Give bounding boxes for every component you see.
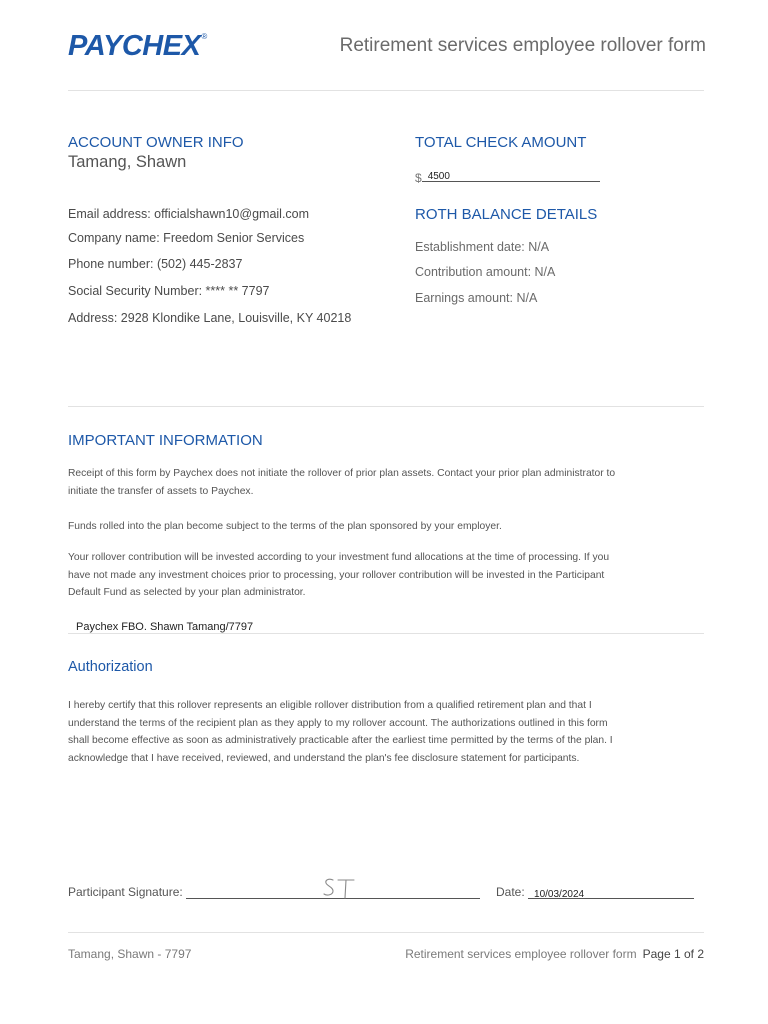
payable-to-text: Paychex FBO. Shawn Tamang/7797 (76, 621, 254, 633)
roth-establishment-date: Establishment date: N/A (415, 240, 550, 254)
document-title: Retirement services employee rollover form (339, 35, 706, 56)
footer-divider (68, 932, 704, 933)
signature-row (68, 885, 480, 899)
check-amount-row (415, 168, 600, 185)
logo-wordmark: PAYCHEX (68, 30, 201, 62)
signature-graphic (322, 877, 356, 901)
important-info-paragraph-1: Receipt of this form by Paychex does not initiate the rollover of prior plan assets. Contact your prior plan administrator to initiate the transfer of assets to Paychex. (68, 468, 616, 497)
check-amount-value: 4500 (427, 171, 450, 182)
paychex-logo (68, 30, 207, 64)
registered-mark: ® (201, 32, 208, 41)
authorization-text: I hereby certify that this rollover represents an eligible rollover distribution from a qualified retirement plan and that I understand the terms of the recipient plan as they apply to my rollover account. The authorizations outlined in this form shall become effective as soon as administratively practicable after the earliest time permitted by the terms of the plan. I acknowledge that I have received, reviewed, and understand the plan's fee disclosure statement for participants. (68, 700, 613, 764)
footer-page-number: Page 1 of 2 (642, 947, 704, 961)
owner-email: Email address: officialshawn10@gmail.com (68, 207, 310, 221)
signature-label: Participant Signature: (68, 885, 183, 899)
important-info-paragraph-2: Funds rolled into the plan become subject to the terms of the plan sponsored by your employer. (68, 521, 502, 532)
date-value: 10/03/2024 (534, 889, 585, 900)
date-label: Date: (496, 885, 525, 899)
owner-phone: Phone number: (502) 445-2837 (68, 257, 243, 271)
date-field[interactable] (528, 885, 694, 899)
authorization-heading: Authorization (68, 659, 153, 675)
footer-form-name: Retirement services employee rollover form (405, 947, 637, 961)
header-divider (68, 90, 704, 91)
total-check-heading: TOTAL CHECK AMOUNT (415, 134, 587, 151)
account-owner-heading: ACCOUNT OWNER INFO (68, 134, 244, 151)
owner-address: Address: 2928 Klondike Lane, Louisville, KY 40218 (68, 311, 352, 325)
roth-earnings-amount: Earnings amount: N/A (415, 291, 538, 305)
owner-company: Company name: Freedom Senior Services (68, 231, 305, 245)
date-row (496, 885, 694, 899)
section-divider (68, 406, 704, 407)
roth-contribution-amount: Contribution amount: N/A (415, 265, 556, 279)
check-amount-field[interactable] (422, 168, 600, 182)
account-owner-name: Tamang, Shawn (68, 153, 187, 171)
payable-to-divider (68, 633, 704, 634)
roth-balance-heading: ROTH BALANCE DETAILS (415, 206, 598, 223)
footer-owner-id: Tamang, Shawn - 7797 (68, 947, 192, 961)
important-info-heading: IMPORTANT INFORMATION (68, 432, 263, 449)
currency-symbol: $ (415, 171, 422, 185)
owner-ssn: Social Security Number: **** ** 7797 (68, 284, 270, 298)
footer-right (405, 947, 704, 961)
important-info-paragraph-3: Your rollover contribution will be invested according to your investment fund allocations at the time of processing. If you have not made any investment choices prior to processing, your rollover contribution will be invested in the Participant Default Fund as selected by your plan administrator. (68, 552, 610, 599)
